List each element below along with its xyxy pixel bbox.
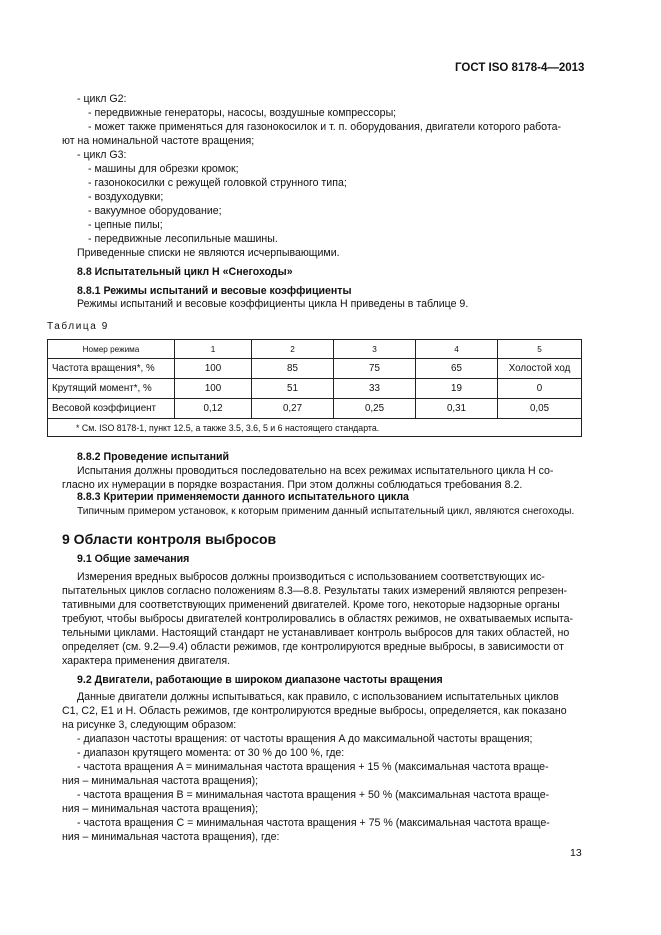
section-9-title: 9 Области контроля выбросов bbox=[62, 531, 277, 547]
list-item: - диапазон крутящего момента: от 30 % до 100 %, где: bbox=[77, 747, 345, 759]
table-cell: 0,25 bbox=[334, 399, 416, 419]
table-cell: 0,12 bbox=[175, 399, 252, 419]
table-header-cell: Номер режима bbox=[48, 340, 175, 359]
table-header-cell: 2 bbox=[252, 340, 334, 359]
table-cell: 19 bbox=[416, 379, 498, 399]
table-caption: Таблица 9 bbox=[47, 321, 109, 332]
table-cell: 75 bbox=[334, 359, 416, 379]
list-subitem: - передвижные генераторы, насосы, воздушные компрессоры; bbox=[88, 107, 397, 119]
paragraph-line: требуют, чтобы выбросы двигателей контролировались в областях режимов, не охватываемых испыта- bbox=[62, 613, 574, 625]
section-8-8-1-text: Режимы испытаний и весовые коэффициенты цикла H приведены в таблице 9. bbox=[77, 298, 469, 310]
list-subitem: - воздуходувки; bbox=[88, 191, 164, 203]
paragraph-line: характера применения двигателя. bbox=[62, 655, 231, 667]
table-cell: 85 bbox=[252, 359, 334, 379]
table-cell: 33 bbox=[334, 379, 416, 399]
paragraph-line: пытательных циклов согласно положениям 8.3—8.8. Результаты таких измерений являются репрезен- bbox=[62, 585, 568, 597]
table-cell: Весовой коэффициент bbox=[48, 399, 175, 419]
list-item-g2: - цикл G2: bbox=[77, 93, 127, 105]
table-row bbox=[48, 399, 582, 419]
section-9-1-title: 9.1 Общие замечания bbox=[77, 553, 190, 565]
paragraph-line: определяет (см. 9.2—9.4) области режимов, где контролируются вредные выбросы, в зависимости от bbox=[62, 641, 564, 653]
paragraph-line: Данные двигатели должны испытываться, как правило, с использованием испытательных циклов bbox=[77, 691, 559, 703]
list-item: - частота вращения C = минимальная частота вращения + 75 % (максимальная частота враще- bbox=[77, 817, 550, 829]
paragraph-line: C1, C2, E1 и H. Область режимов, где контролируются вредные выбросы, определяется, как показано bbox=[62, 705, 567, 717]
paragraph-line: тельными циклами. Настоящий стандарт не устанавливает контроль выбросов для таких областей, но bbox=[62, 627, 570, 639]
list-subitem: - газонокосилки с режущей головкой струнного типа; bbox=[88, 177, 347, 189]
table-cell: 100 bbox=[175, 379, 252, 399]
list-subitem: - цепные пилы; bbox=[88, 219, 163, 231]
list-item-continuation: ния – минимальная частота вращения); bbox=[62, 803, 259, 815]
table-cell: 0,31 bbox=[416, 399, 498, 419]
page-number: 13 bbox=[570, 847, 582, 859]
table-row bbox=[48, 379, 582, 399]
list-item-g3: - цикл G3: bbox=[77, 149, 127, 161]
table-footnote-row bbox=[48, 419, 582, 437]
list-subitem: - вакуумное оборудование; bbox=[88, 205, 222, 217]
list-item-continuation: ния – минимальная частота вращения), где: bbox=[62, 831, 280, 843]
section-8-8-title: 8.8 Испытательный цикл H «Снегоходы» bbox=[77, 266, 293, 278]
section-8-8-3-title: 8.8.3 Критерии применяемости данного испытательного цикла bbox=[77, 491, 409, 503]
table-cell: Крутящий момент*, % bbox=[48, 379, 175, 399]
table-header-cell: 4 bbox=[416, 340, 498, 359]
table-header-cell: 3 bbox=[334, 340, 416, 359]
section-8-8-2-title: 8.8.2 Проведение испытаний bbox=[77, 451, 230, 463]
table-9 bbox=[47, 339, 582, 437]
list-subitem-continuation: ют на номинальной частоте вращения; bbox=[62, 135, 255, 147]
table-header-cell: 5 bbox=[498, 340, 582, 359]
table-cell: Холостой ход bbox=[498, 359, 582, 379]
table-cell: 0,05 bbox=[498, 399, 582, 419]
table-cell: 51 bbox=[252, 379, 334, 399]
table-footnote: * См. ISO 8178-1, пункт 12.5, а также 3.5, 3.6, 5 и 6 настоящего стандарта. bbox=[48, 419, 582, 437]
list-item-continuation: ния – минимальная частота вращения); bbox=[62, 775, 259, 787]
table-cell: 100 bbox=[175, 359, 252, 379]
table-row bbox=[48, 359, 582, 379]
section-9-2-title: 9.2 Двигатели, работающие в широком диапазоне частоты вращения bbox=[77, 674, 443, 686]
paragraph-line: Испытания должны проводиться последовательно на всех режимах испытательного цикла H со- bbox=[77, 465, 554, 477]
table-header-cell: 1 bbox=[175, 340, 252, 359]
list-item: - частота вращения A = минимальная частота вращения + 15 % (максимальная частота враще- bbox=[77, 761, 549, 773]
paragraph-line: на рисунке 3, следующим образом: bbox=[62, 719, 237, 731]
list-item: - диапазон частоты вращения: от частоты вращения A до максимальной частоты вращения; bbox=[77, 733, 533, 745]
list-subitem: - может также применяться для газонокосилок и т. п. оборудования, двигатели которого работа- bbox=[88, 121, 561, 133]
table-cell: Частота вращения*, % bbox=[48, 359, 175, 379]
table-cell: 65 bbox=[416, 359, 498, 379]
list-subitem: - машины для обрезки кромок; bbox=[88, 163, 239, 175]
lists-note: Приведенные списки не являются исчерпывающими. bbox=[77, 247, 340, 259]
table-header-row bbox=[48, 340, 582, 359]
list-item: - частота вращения B = минимальная частота вращения + 50 % (максимальная частота враще- bbox=[77, 789, 550, 801]
table-cell: 0 bbox=[498, 379, 582, 399]
document-header: ГОСТ ISO 8178-4—2013 bbox=[455, 62, 585, 74]
paragraph-line: Типичным примером установок, к которым применим данный испытательный цикл, являются снегоходы. bbox=[77, 506, 575, 517]
paragraph-line: тативными для соответствующих применений двигателей. Кроме того, некоторые надзорные органы bbox=[62, 599, 560, 611]
paragraph-line: гласно их нумерации в порядке возрастания. При этом должны соблюдаться требования 8.2. bbox=[62, 479, 523, 491]
list-subitem: - передвижные лесопильные машины. bbox=[88, 233, 278, 245]
table-cell: 0,27 bbox=[252, 399, 334, 419]
section-8-8-1-title: 8.8.1 Режимы испытаний и весовые коэффициенты bbox=[77, 285, 352, 297]
paragraph-line: Измерения вредных выбросов должны производиться с использованием соответствующих ис- bbox=[77, 571, 545, 583]
